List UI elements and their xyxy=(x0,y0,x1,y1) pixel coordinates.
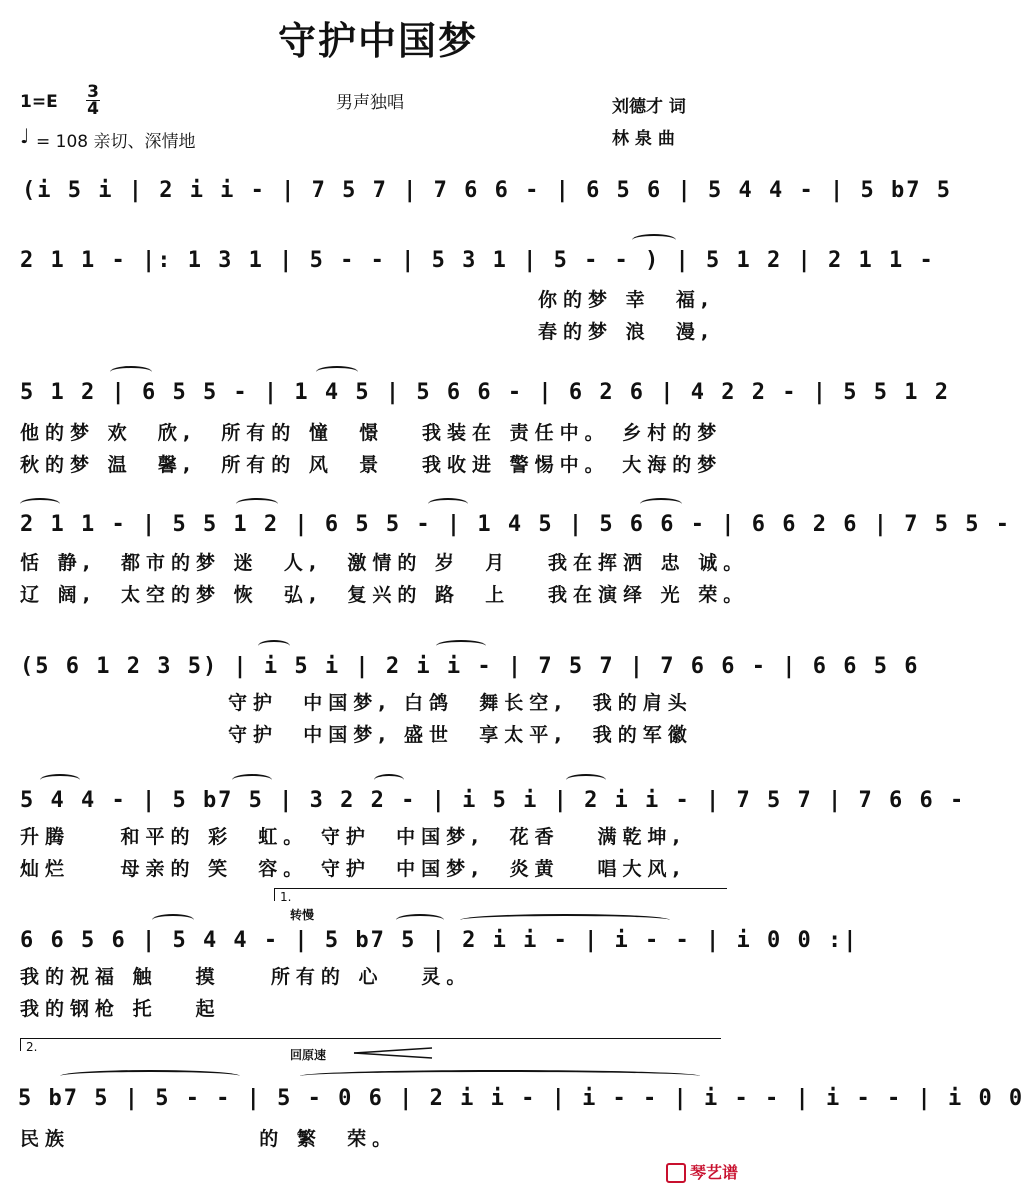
page-title: 守护中国梦 xyxy=(277,19,478,63)
volta-1-tempo-mark: 转慢 xyxy=(290,908,315,922)
lyrics-line-6-verse-1: 升腾 和平的 彩 虹。 守护 中国梦, 花香 满乾坤, xyxy=(20,826,686,848)
notes-line-1: (i 5 i | 2 i i - | 7 5 7 | 7 6 6 - | 6 5 6 | 5 4 4 - | 5 b7 5 xyxy=(22,178,952,203)
tie xyxy=(460,914,670,926)
lyrics-line-7-verse-2: 我的钢枪 托 起 xyxy=(20,998,221,1020)
tie xyxy=(300,1070,700,1082)
watermark xyxy=(666,1160,738,1184)
score-line-8 xyxy=(0,1080,1024,1120)
notes-line-4: 2 1 1 - | 5 5 1 2 | 6 5 5 - | 1 4 5 | 5 6 6 - | 6 6 2 6 | 7 5 5 - xyxy=(20,512,1011,537)
tie xyxy=(60,1070,240,1082)
score-line-6 xyxy=(0,782,966,822)
lyrics-line-2-verse-2: 春的梦 浪 漫, xyxy=(538,321,715,343)
volta-2-tempo-mark: 回原速 xyxy=(290,1048,327,1062)
tempo-marking: = 108 亲切、深情地 xyxy=(36,132,196,152)
slur xyxy=(152,914,194,926)
logo-icon xyxy=(666,1163,686,1183)
crescendo-hairpin-icon xyxy=(352,1046,434,1060)
lyrics-line-3-verse-2: 秋的梦 温 馨, 所有的 风 景 我收进 警惕中。 大海的梦 xyxy=(20,454,723,476)
notes-line-7: 6 6 5 6 | 5 4 4 - | 5 b7 5 | 2 i i - | i - - | i 0 0 :| xyxy=(20,928,859,953)
slur xyxy=(566,774,606,786)
lyricist: 刘德才 词 xyxy=(612,97,686,117)
lyrics-line-5-verse-1: 守护 中国梦, 白鸽 舞长空, 我的肩头 xyxy=(228,692,693,714)
slur xyxy=(428,498,468,510)
slur xyxy=(436,640,486,652)
composer: 林 泉 曲 xyxy=(612,129,675,149)
lyrics-line-4-verse-2: 辽 阔, 太空的梦 恢 弘, 复兴的 路 上 我在演绎 光 荣。 xyxy=(20,584,749,606)
slur xyxy=(258,640,290,652)
lyrics-line-8: 民族 的 繁 荣。 xyxy=(20,1128,398,1150)
lyrics-line-6-verse-2: 灿烂 母亲的 笑 容。 守护 中国梦, 炎黄 唱大风, xyxy=(20,858,686,880)
volta-2-label: 2. xyxy=(26,1040,38,1054)
notes-line-8: 5 b7 5 | 5 - - | 5 - 0 6 | 2 i i - | i - - | i - - | i - - | i 0 0 xyxy=(18,1086,1024,1111)
time-sig-bottom: 4 xyxy=(87,99,99,119)
performance-note: 男声独唱 xyxy=(336,93,404,113)
slur xyxy=(396,914,444,926)
lyrics-line-5-verse-2: 守护 中国梦, 盛世 享太平, 我的军徽 xyxy=(228,724,693,746)
slur xyxy=(374,774,404,786)
slur xyxy=(316,366,358,378)
slur xyxy=(20,498,60,510)
watermark-text: 琴艺谱 xyxy=(689,1162,738,1182)
time-sig-top: 3 xyxy=(87,82,99,102)
score-line-7 xyxy=(0,922,859,962)
slur xyxy=(640,498,682,510)
score-line-2 xyxy=(0,242,935,282)
slur xyxy=(232,774,272,786)
notes-line-6: 5 4 4 - | 5 b7 5 | 3 2 2 - | i 5 i | 2 i i - | 7 5 7 | 7 6 6 - xyxy=(20,788,966,813)
notes-line-3: 5 1 2 | 6 5 5 - | 1 4 5 | 5 6 6 - | 6 2 6 | 4 2 2 - | 5 5 1 2 xyxy=(20,380,950,405)
notes-line-5: (5 6 1 2 3 5) | i 5 i | 2 i i - | 7 5 7 | 7 6 6 - | 6 6 5 6 xyxy=(20,654,920,679)
slur xyxy=(110,366,152,378)
slur xyxy=(40,774,80,786)
time-signature xyxy=(86,84,100,117)
lyrics-line-3-verse-1: 他的梦 欢 欣, 所有的 憧 憬 我装在 责任中。 乡村的梦 xyxy=(20,422,723,444)
score-line-1 xyxy=(0,172,952,212)
lyrics-line-7-verse-1: 我的祝福 触 摸 所有的 心 灵。 xyxy=(20,966,472,988)
lyrics-line-2-verse-1: 你的梦 幸 福, xyxy=(538,289,715,311)
volta-1-label: 1. xyxy=(280,890,292,904)
lyrics-line-4-verse-1: 恬 静, 都市的梦 迷 人, 激情的 岁 月 我在挥洒 忠 诚。 xyxy=(20,552,749,574)
slur xyxy=(236,498,278,510)
score-line-5 xyxy=(0,648,920,688)
volta-bracket-1 xyxy=(274,888,727,901)
score-line-3 xyxy=(0,374,950,414)
notes-line-2: 2 1 1 - |: 1 3 1 | 5 - - | 5 3 1 | 5 - - ) | 5 1 2 | 2 1 1 - xyxy=(20,248,935,273)
score-line-4 xyxy=(0,506,1011,546)
tempo-note-icon: ♩ xyxy=(20,124,30,148)
key-signature: 1=E xyxy=(20,92,58,112)
slur xyxy=(632,234,676,246)
